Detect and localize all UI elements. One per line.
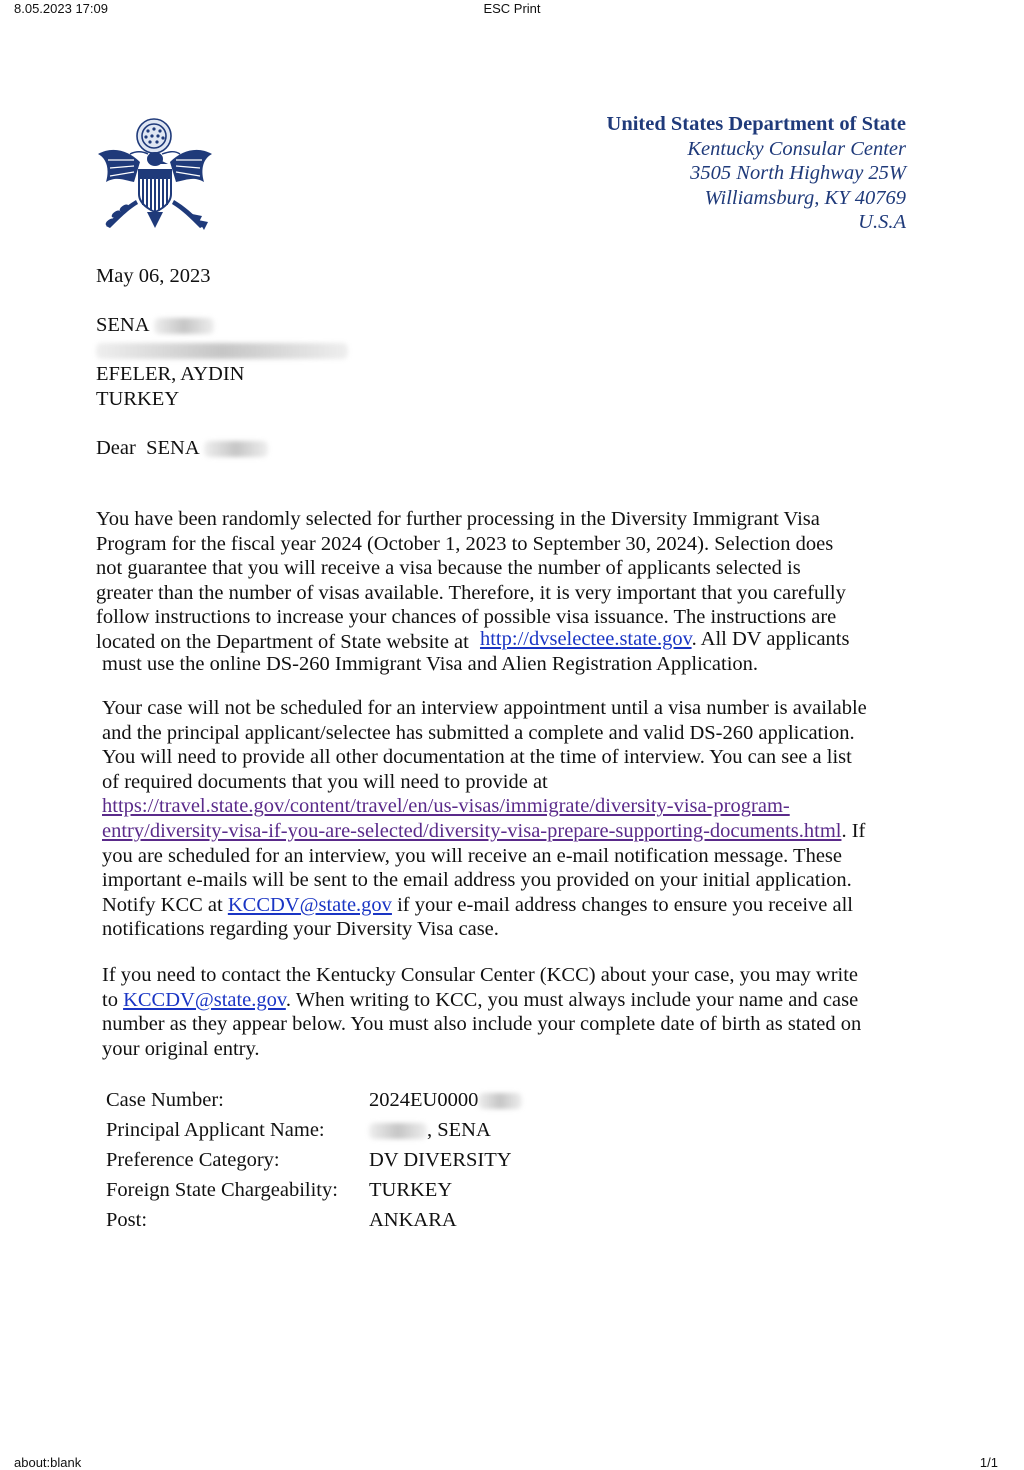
text-segment: located on the Department of State website at (96, 630, 474, 653)
text-line: not guarantee that you will receive a visa because the number of applicants selected is (96, 557, 801, 580)
supporting-documents-link[interactable]: https://travel.state.gov/content/travel/en/us-visas/immigrate/diversity-visa-program- (102, 795, 790, 818)
salutation (96, 436, 268, 461)
text-segment: . All DV applicants (691, 627, 850, 650)
text-line: You will need to provide all other documentation at the time of interview. You can see a list (102, 746, 852, 769)
sender-country: U.S.A (858, 211, 906, 233)
recipient-first-name: SENA (96, 314, 149, 336)
redacted-surname (154, 318, 214, 334)
text-segment: . If (841, 819, 866, 842)
redacted-case-digits (478, 1093, 522, 1109)
salutation-name: SENA (146, 437, 199, 459)
applicant-name-value: , SENA (427, 1118, 491, 1141)
text-line: If you need to contact the Kentucky Consular Center (KCC) about your case, you may write (102, 964, 859, 986)
redacted-street (96, 343, 348, 359)
post-row (102, 1205, 526, 1235)
recipient-city: EFELER, AYDIN (96, 363, 245, 386)
kccdv-email-link[interactable]: KCCDV@state.gov (227, 893, 392, 916)
letter-date: May 06, 2023 (96, 265, 211, 287)
text-segment: . When writing to KCC, you must always include your name and case (285, 988, 859, 1011)
case-number-value: 2024EU0000 (369, 1088, 479, 1111)
text-line: and the principal applicant/selectee has submitted a complete and valid DS-260 application. (102, 721, 855, 744)
paragraph-contact (102, 963, 922, 1061)
dvselectee-link[interactable]: http://dvselectee.state.gov (479, 627, 692, 650)
case-info-table (102, 1085, 526, 1235)
applicant-name-label: Principal Applicant Name: (106, 1118, 325, 1141)
text-line: You have been randomly selected for further processing in the Diversity Immigrant Visa (96, 508, 820, 530)
text-line: your original entry. (102, 1037, 260, 1060)
text-line: notifications regarding your Diversity Visa case. (102, 918, 499, 941)
print-header-title: ESC Print (483, 1, 541, 16)
text-line: number as they appear below. You must also include your complete date of birth as stated on (102, 1013, 862, 1036)
redacted-surname (204, 441, 268, 457)
post-label: Post: (106, 1208, 148, 1231)
print-header-datetime: 8.05.2023 17:09 (14, 1, 108, 16)
text-line: important e-mails will be sent to the email address you provided on your initial application. (102, 869, 852, 892)
great-seal-eagle-icon (94, 110, 216, 234)
text-line: of required documents that you will need to provide at (102, 770, 548, 793)
text-line: Your case will not be scheduled for an interview appointment until a visa number is available (102, 697, 867, 719)
post-value: ANKARA (369, 1208, 457, 1231)
salutation-dear: Dear (96, 437, 136, 459)
recipient-country: TURKEY (96, 387, 180, 410)
applicant-name-row (102, 1115, 526, 1145)
text-line: greater than the number of visas available. Therefore, it is very important that you carefully (96, 581, 846, 604)
print-footer-page: 1/1 (979, 1455, 998, 1470)
sender-address (607, 112, 906, 235)
sender-city: Williamsburg, KY 40769 (704, 186, 906, 209)
redacted-surname (369, 1123, 427, 1139)
text-segment: Notify KCC at (102, 893, 228, 916)
chargeability-label: Foreign State Chargeability: (106, 1178, 338, 1201)
text-line: Program for the fiscal year 2024 (October 1, 2023 to September 30, 2024). Selection does (96, 532, 834, 555)
kccdv-email-link[interactable]: KCCDV@state.gov (123, 988, 286, 1011)
text-line: must use the online DS-260 Immigrant Visa and Alien Registration Application. (102, 652, 759, 675)
text-segment: to (102, 988, 124, 1011)
chargeability-row (102, 1175, 526, 1205)
sender-org: United States Department of State (606, 113, 906, 135)
paragraph-selection (96, 507, 916, 676)
print-footer-url: about:blank (14, 1455, 82, 1470)
sender-center: Kentucky Consular Center (687, 137, 906, 160)
text-line: follow instructions to increase your chances of possible visa issuance. The instructions are (96, 606, 837, 629)
case-number-row (102, 1085, 526, 1115)
supporting-documents-link[interactable]: entry/diversity-visa-if-you-are-selected/diversity-visa-prepare-supporting-documents.html (102, 819, 842, 842)
chargeability-value: TURKEY (369, 1178, 453, 1201)
preference-category-label: Preference Category: (106, 1148, 280, 1171)
text-segment: if your e-mail address changes to ensure you receive all (391, 893, 854, 916)
recipient-address (96, 313, 348, 411)
preference-category-row (102, 1145, 526, 1175)
sender-street: 3505 North Highway 25W (690, 162, 906, 184)
case-number-label: Case Number: (106, 1088, 224, 1111)
preference-category-value: DV DIVERSITY (369, 1148, 512, 1171)
paragraph-interview (102, 696, 922, 942)
text-line: you are scheduled for an interview, you will receive an e-mail notification message. These (102, 844, 843, 867)
